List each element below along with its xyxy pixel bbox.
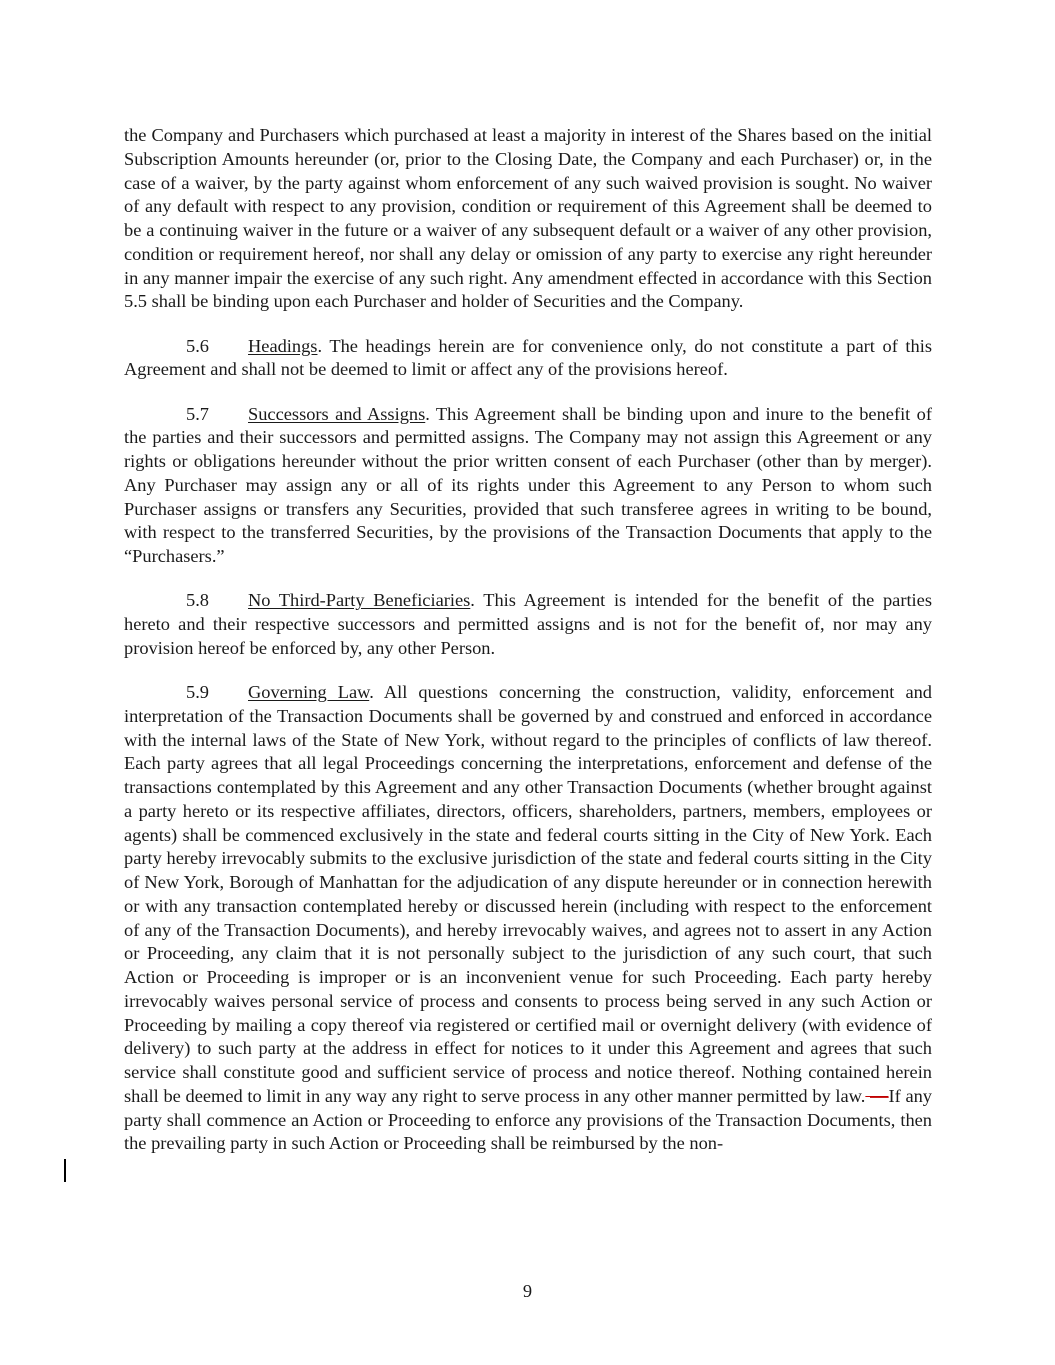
section-number: 5.6 <box>186 335 209 356</box>
section-heading: No Third-Party Beneficiaries <box>248 590 471 611</box>
document-body <box>124 124 932 1177</box>
section-heading: Governing Law <box>248 682 370 702</box>
section-5-8 <box>124 589 932 660</box>
section-5-9 <box>124 681 932 1156</box>
section-body: . The headings herein are for convenience only, do not constitute a part of this Agreement and shall not be deemed to limit or affect any of the provisions hereof. <box>124 335 932 380</box>
section-number: 5.7 <box>186 403 209 424</box>
section-body-tail: If any party shall commence an Action or Proceeding to enforce any provisions of the Transaction Documents, then the prevailing party in such Action or Proceeding shall be reimbursed by the non- <box>124 1085 932 1154</box>
section-body: . This Agreement is intended for the benefit of the parties hereto and their respective successors and permitted assigns and is not for the benefit of, nor may any provision hereof be enforced by, any other Person. <box>124 590 932 658</box>
section-5-6 <box>124 335 932 383</box>
section-5-7 <box>124 403 932 569</box>
redline-deleted-text: — <box>865 1085 889 1106</box>
section-number: 5.9 <box>186 682 209 702</box>
change-bar <box>64 1159 66 1182</box>
section-body: . All questions concerning the construction, validity, enforcement and interpretation of the Transaction Documents shall be governed by and construed and enforced in accordance with the internal laws of the State of New York, without regard to the principles of conflicts of law thereof. Each party agrees that all legal Proceedings concerning the interpretations, enforcement and defense of the transactions contemplated by this Agreement and any other Transaction Documents (whether brought against a party hereto or its respective affiliates, directors, officers, shareholders, partners, members, employees or agents) shall be commenced exclusively in the state and federal courts sitting in the City of New York. Each party hereby irrevocably submits to the exclusive jurisdiction of the state and federal courts sitting in the City of New York, Borough of Manhattan for the adjudication of any dispute hereunder or in connection herewith or with any transaction contemplated hereby or discussed herein (including with respect to the enforcement of any of the Transaction Documents), and hereby irrevocably waives, and agrees not to assert in any Action or Proceeding, any claim that it is not personally subject to the jurisdiction of any such court, that such Action or Proceeding is improper or is an inconvenient venue for such Proceeding. Each party hereby irrevocably waives personal service of process and consents to process being served in any such Action or Proceeding by mailing a copy thereof via registered or certified mail or overnight delivery (with evidence of delivery) to such party at the address in effect for notices to it under this Agreement and agrees that such service shall constitute good and sufficient service of process and notice thereof. Nothing contained herein shall be deemed to limit in any way any right to serve process in any other manner permitted by law. <box>124 682 932 1106</box>
section-body: . This Agreement shall be binding upon and inure to the benefit of the parties and their successors and permitted assigns. The Company may not assign this Agreement or any rights or obligations hereunder without the prior written consent of each Purchaser (other than by merger). Any Purchaser may assign any or all of its rights under this Agreement to any Person to whom such Purchaser assigns or transfers any Securities, provided that such transferee agrees in writing to be bound, with respect to the transferred Securities, by the provisions of the Transaction Documents that apply to the “Purchasers.” <box>124 403 932 566</box>
page-number: 9 <box>522 1281 533 1301</box>
section-number: 5.8 <box>186 590 209 611</box>
continued-paragraph: the Company and Purchasers which purchased at least a majority in interest of the Shares based on the initial Subscription Amounts hereunder (or, prior to the Closing Date, the Company and each Purchaser) or, in the case of a waiver, by the party against whom enforcement of any such waived provision is sought. No waiver of any default with respect to any provision, condition or requirement of this Agreement shall be deemed to be a continuing waiver in the future or a waiver of any subsequent default or a waiver of any other provision, condition or requirement hereof, nor shall any delay or omission of any party to exercise any right hereunder in any manner impair the exercise of any such right. Any amendment effected in accordance with this Section 5.5 shall be binding upon each Purchaser and holder of Securities and the Company. <box>124 125 932 312</box>
section-heading: Successors and Assigns <box>248 403 426 424</box>
section-heading: Headings <box>248 335 318 356</box>
